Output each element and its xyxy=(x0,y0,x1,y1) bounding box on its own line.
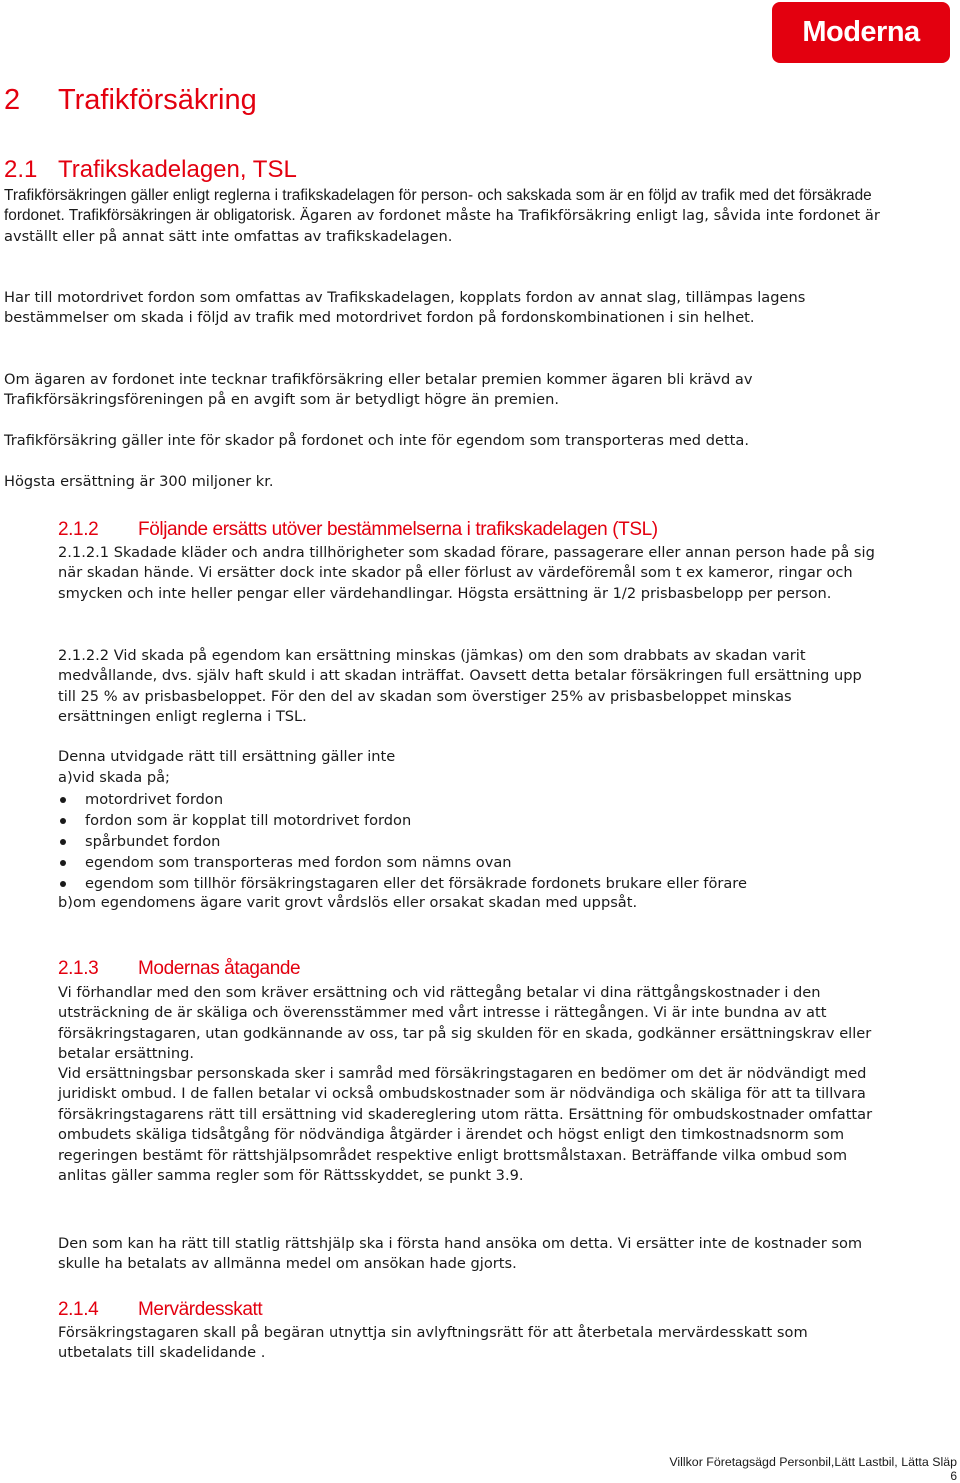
heading-trafikforsakring xyxy=(4,84,257,117)
heading-section-212 xyxy=(58,519,658,541)
list-item: egendom som tillhör försäkringstagaren eller det försäkrade fordonets brukare eller förare xyxy=(58,873,878,894)
intro-paragraph-1-rest: Ägaren av fordonet måste ha Trafikförsäkring enligt lag, såvida inte fordonet är avställt eller på annat sätt inte omfattas av trafikskadelagen. xyxy=(4,207,880,245)
heading-title: Trafikskadelagen, TSL xyxy=(58,156,297,183)
section-212-exclusion-a: a)vid skada på; xyxy=(58,769,170,786)
intro-paragraph-1 xyxy=(4,186,884,247)
heading-trafikskadelagen xyxy=(4,156,297,184)
intro-paragraph-4: Trafikförsäkring gäller inte för skador på fordonet och inte för egendom som transporteras med detta. xyxy=(4,432,749,449)
heading-section-213 xyxy=(58,958,300,980)
footer-title: Villkor Företagsägd Personbil,Lätt Lastbil, Lätta Släp xyxy=(669,1455,957,1469)
heading-number: 2.1.3 xyxy=(58,958,99,979)
moderna-logo xyxy=(772,2,950,63)
intro-paragraph-1-sans: Trafikförsäkringen gäller enligt reglerna i trafikskadelagen för person- och sakskada som är en följd av trafik med det försäkrade fordonet. Trafikförsäkringen är obligatorisk. xyxy=(4,187,872,225)
intro-paragraph-5: Högsta ersättning är 300 miljoner kr. xyxy=(4,473,274,490)
heading-number: 2.1.2 xyxy=(58,519,99,540)
heading-number: 2 xyxy=(4,84,21,116)
logo-text: Moderna xyxy=(802,16,920,48)
page-number: 6 xyxy=(950,1469,957,1483)
exclusion-list xyxy=(58,789,878,894)
section-213-paragraph-2: Vid ersättningsbar personskada sker i samråd med försäkringstagaren en bedömer om det är nödvändigt med juridiskt ombud. I de fallen betalar vi också ombudskostnader som är nödvändiga och skäliga för att ta tillvara försäkringstagarens rätt till ersättning vid skadereglering utom rätta. Ersättning för ombudskostnader omfattar ombudets skäliga tidsåtgång för nödvändiga åtgärder i ärendet och högst enligt den timkostnadsnorm som regeringen bestämt för rättshjälpsområdet respektive enligt brottsmålstaxan. Beträffande vilka ombud som anlitas gäller samma regler som för Rättsskyddet, se punkt 3.9. xyxy=(58,1065,873,1185)
heading-title: Mervärdesskatt xyxy=(138,1299,263,1320)
section-213-paragraph-3: Den som kan ha rätt till statlig rättshjälp ska i första hand ansöka om detta. Vi ersätter inte de kostnader som skulle ha betalats av allmänna medel om ansökan hade gjorts. xyxy=(58,1235,863,1273)
list-item: spårbundet fordon xyxy=(58,831,878,852)
list-item: fordon som är kopplat till motordrivet fordon xyxy=(58,810,878,831)
heading-title: Följande ersätts utöver bestämmelserna i trafikskadelagen (TSL) xyxy=(138,519,658,540)
intro-paragraph-3: Om ägaren av fordonet inte tecknar trafikförsäkring eller betalar premien kommer ägaren bli krävd av Trafikförsäkringsföreningen på en avgift som är betydligt högre än premien. xyxy=(4,371,753,409)
section-212-exclusion-b: b)om egendomens ägare varit grovt vårdslös eller orsakat skadan med uppsåt. xyxy=(58,894,638,911)
list-item: egendom som transporteras med fordon som nämns ovan xyxy=(58,852,878,873)
list-item: motordrivet fordon xyxy=(58,789,878,810)
section-212-paragraph-2: 2.1.2.2 Vid skada på egendom kan ersättning minskas (jämkas) om den som drabbats av skadan varit medvållande, dvs. själv haft skuld i att skadan inträffat. Oavsett detta betalar försäkringen full ersättning upp till 25 % av prisbasbeloppet. För den del av skadan som överstiger 25% av prisbasbeloppet minskas ersättningen enligt reglerna i TSL. xyxy=(58,647,862,726)
heading-number: 2.1.4 xyxy=(58,1299,99,1320)
section-212-exclusion-intro: Denna utvidgade rätt till ersättning gäller inte xyxy=(58,748,396,765)
heading-title: Modernas åtagande xyxy=(138,958,301,979)
heading-section-214 xyxy=(58,1299,262,1321)
heading-title: Trafikförsäkring xyxy=(58,84,257,116)
heading-number: 2.1 xyxy=(4,156,38,183)
section-212-paragraph-1: 2.1.2.1 Skadade kläder och andra tillhörigheter som skadad förare, passagerare eller annan person hade på sig när skadan hände. Vi ersätter dock inte skador på eller förlust av värdeföremål som t ex kameror, ringar och smycken och inte heller pengar eller värdehandlingar. Högsta ersättning är 1/2 prisbasbelopp per person. xyxy=(58,544,875,602)
intro-paragraph-2: Har till motordrivet fordon som omfattas av Trafikskadelagen, kopplats fordon av annat slag, tillämpas lagens bestämmelser om skada i följd av trafik med motordrivet fordon på fordonskombinationen i sin helhet. xyxy=(4,289,806,327)
section-214-paragraph-1: Försäkringstagaren skall på begäran utnyttja sin avlyftningsrätt för att återbetala mervärdesskatt som utbetalats till skadelidande . xyxy=(58,1324,808,1362)
section-213-paragraph-1: Vi förhandlar med den som kräver ersättning och vid rättegång betalar vi dina rättgångskostnader i den utsträckning de är skäliga och överensstämmer med vårt intresse i rättegången. Vi är inte bundna av att försäkringstagaren, utan godkännande av oss, tar på sig skulden för en skada, godkänner ersättningskrav eller betalar ersättning. xyxy=(58,984,872,1063)
